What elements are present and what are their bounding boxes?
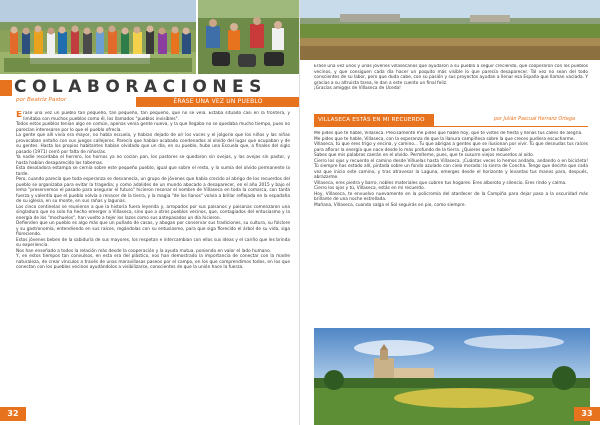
poem-title-box: VILLASECA ESTÁS EN MI RECUERDO: [314, 114, 434, 126]
left-article-body: [16, 111, 290, 409]
village-church-photo: [314, 328, 590, 425]
page-number-left: 32: [0, 407, 26, 421]
paragraph: Pero, cuando parecía que toda esperanza se desvanecía, un grupo de jóvenes que había crecido al abrigo de los recuerdos del pueblo se organizaba para evitar la tragedia; y como adalides de un mundo abocado a desaparecer, en el año 2015 y bajo el lema "preservemos el pasado para asegurar el futuro" hicieron resonar el nombre de Villaseca en toda la comarca, con tanta fuerza y valentía que el pueblo volvía a renacer de la tierra, y la magia "de los llanos" volvía a brillar reflejada en la espadaña de su iglesia, en su monte, en sus rañas y lagunas.: [16, 177, 290, 204]
paragraph: Villaseca, eres piedra y barro, nobles materiales que cubren tus hogares. Eres alboroto y silencio. Eres rindo y calma.: [314, 180, 567, 186]
paragraph: Hoy, Villaseca, te envuelvo nuevamente en la policromía del atardecer de la Campiña para dejar paso a la oscuridad más brillante de una noche estrellada.: [314, 191, 588, 202]
paragraph: Ya nadie recordaba el herrero, los hornos ya no cocían pan, los pastores se quedaron sin ovejas, y las ovejas sin pastor, y hasta habían desaparecido las tabernas.: [16, 155, 290, 166]
paragraph: Nos han enseñado a todos la relación más desde la cooperación y la ayuda mutua, poniendo en valor el lado humano.: [16, 248, 272, 254]
group-photo: [0, 0, 196, 74]
field-landscape-photo: [300, 0, 600, 60]
paragraph: Sabes que mis palabras caerán en el olvido. Permíteme, pues, que te susurre viejos recuerdos al oído.: [314, 153, 535, 158]
right-page: [300, 0, 600, 425]
paragraph: Y, en estos tiempos tan convulsos, en esta era del plástico, nos han demostrado la importancia de conectar con la madre naturaleza, de crear vínculos a través de unas maravillosas paseos por el campo, en los que comprendimos todos, en los que conectan con los pueblos vecinos ayudándolos a visibilizarse, conscientes de que la unión hace la fuerza.: [16, 254, 290, 270]
paragraph: Me pides que te hable, Villaseca, con la esperanza de que la llanura campiñesa sobre la que creces pudiera escucharme.: [314, 136, 575, 142]
poem-author: por Julián Pascual Herranz Ortega: [494, 117, 575, 122]
paragraph: Cierro los ojos y tú, Villaseca, estás en mi recuerdo.: [314, 186, 426, 191]
paragraph: Cierro los ojos y recuerdo el camino desde Viñuelas hasta Villaseca. ¡Cuántas veces lo hemos andado, andando o en bicicleta! Tú siempre has estado allí, pintada sobre un fondo azulado con cielo morado: la sierra de Concha. Tengo que decirte que cada vez que inicio este camino, y tras atravesar la Laguna, emerges desde el horizonte y levantas tus manos para, después, abrazarme.: [314, 158, 588, 180]
paragraph: Érase una vez unos y unas jóvenes villasecanos que ayudaron a su pueblo a seguir creciendo, que cooperaron con los pueblos vecinos, y que consiguen cada día hacer un poquito más visible lo que parecía desaparecer. Tal vez no sean del todo conscientes de su labor, pero que duda cabe, con su pasión y sus proyectos ayudan a llenar esa España que llaman vaciada. Y gracias a su altruista tarea, le dan a este cuento un final feliz.: [314, 64, 588, 86]
page-number-right: 33: [574, 407, 600, 421]
paragraph: Mañana, Villaseca, cuando salga el Sol seguirás en pie, como siempre.: [314, 202, 466, 208]
section-title: COLABORACIONES: [14, 77, 267, 97]
paragraph: Érase una vez un pueblo tan pequeño, tan pequeño, tan pequeño, que no se veía. Estaba situado casi en la frontera, y limitaba con muchos pueblos como él, los llamados "pueblos invisibles".: [16, 111, 290, 122]
paragraph: La gente que allí vivía era mayor, no había escuela, y habían dejado de oír los voces y el jolgorio que los niños y las niñas provocaban antaño con sus juegos callejeros. Parecía que habían acabado condenados al olvido del lugar que ocupaban y de su gentes. Hasta los propios habitantes habían olvidado que un día, en su pueblo, hubo una Escuela que, a finales del siglo pasado (1971) cerró por falta de niños/as.: [16, 133, 290, 155]
paragraph: Defienden que un pueblo es algo más que un puñado de casas, y abogan por conservar sus tradiciones, su cultura, su folclore y su gastronomía, entendiendo en sus raíces, regándolas con su entusiasmo, para que siga florecido el árbol de su vida, siga floreciendo.: [16, 221, 290, 237]
paragraph: Los cinco centinelas se reunieron a que la historia fuera leyenda y, arropados por sus paisanos y paisanas comenzaron una singladura que no solo ha hecho emerger a Villaseca, sino que a otros pueblos vecinos, que, contagiados del entusiasmo y la energía de los "mochuelos", han vuelto a tejer los lazos como sus antepasados un día hicieron.: [16, 204, 290, 221]
byline: por Beatriz Pastor: [16, 97, 67, 103]
paragraph: Todos estos pueblos tenían algo en común, apenas venía gente nueva, y la que llegaba no se quedaba mucho tiempo, pues no parecían interesarse por lo que el pueblo ofrecía.: [16, 122, 290, 133]
volunteers-bags-photo: [198, 0, 300, 74]
title-underline: [314, 126, 588, 127]
poem-body: [314, 131, 588, 321]
drop-cap: É: [16, 111, 23, 120]
paragraph: Villaseca, tú que eres trigo y encina, y camino... Tu que abrigas a gentes que se ilusionan por vivir. Tú que desnudas tus raíces para aflorar la energía que nace desde lo más profundo de la tierra. ¿Quieres que te hable?: [314, 142, 588, 153]
title-accent-bar: [0, 80, 12, 96]
intro-text: [314, 64, 588, 110]
paragraph: Estos jóvenes beben de la sabiduría de sus mayores, los respetan e intercambian con ellos sus ideas y el cariño que les brinda su experiencia.: [16, 237, 290, 248]
paragraph: Me pides que te hable, Villaseca. Precisamente me pides que hable hoy, que te vistes de fiesta y llenas tus calles de alegría.: [314, 131, 583, 136]
article-title-ribbon: ÉRASE UNA VEZ UN PUEBLO: [136, 97, 300, 107]
paragraph: Esta desoladora estampa se cernía sobre este pequeño pueblo, igual que sobre el resto, y lo sumía del olvido permanente la tarde.: [16, 166, 290, 177]
paragraph: ¡Gracias amig@s de Villaseca de Uceda!: [314, 86, 401, 91]
